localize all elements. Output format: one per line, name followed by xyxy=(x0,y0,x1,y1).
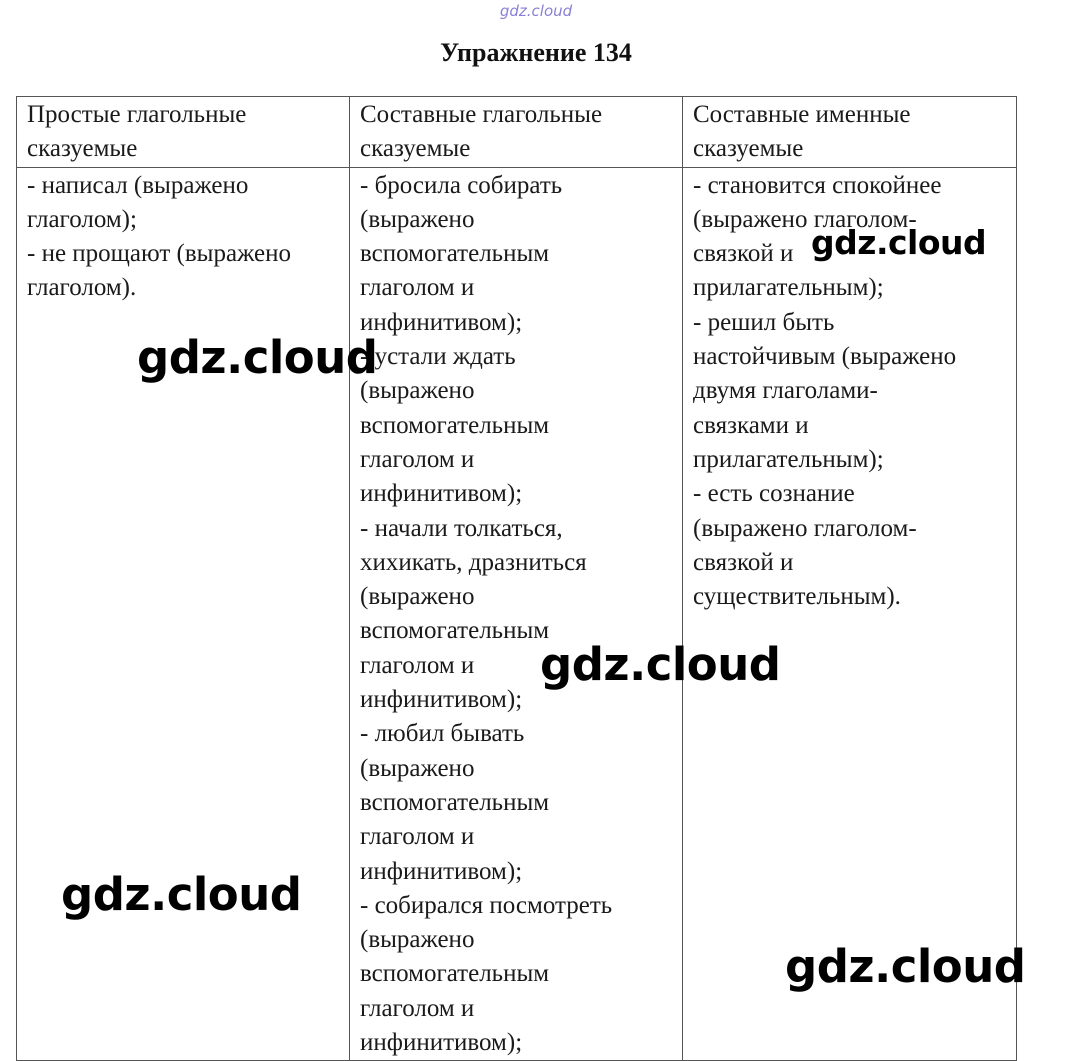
cell-line: глаголом и xyxy=(360,274,475,302)
cell-line: хихикать, дразниться xyxy=(360,548,587,576)
cell-compound-nominal xyxy=(683,167,1017,1061)
cell-line: (выражено xyxy=(360,205,475,233)
cell-line: связками и xyxy=(693,411,809,439)
header-line: Составные именные xyxy=(693,101,911,128)
cell-line: - собирался посмотреть xyxy=(360,891,613,919)
cell-line: - есть сознание xyxy=(693,480,855,508)
watermark: gdz.cloud xyxy=(811,223,987,262)
watermark: gdz.cloud xyxy=(785,940,1026,993)
cell-line: - любил бывать xyxy=(360,720,525,748)
header-line: Составные глагольные xyxy=(360,101,603,128)
cell-line: - бросила собирать xyxy=(360,171,563,199)
cell-line: (выражено xyxy=(360,926,475,954)
cell-line: - решил быть xyxy=(693,308,835,336)
watermark: gdz.cloud xyxy=(540,638,781,691)
page-title: Упражнение 134 xyxy=(440,38,632,67)
cell-line: инфинитивом); xyxy=(360,480,523,508)
cell-line: вспомогательным xyxy=(360,788,550,816)
cell-line: глаголом и xyxy=(360,823,475,851)
watermark: gdz.cloud xyxy=(61,868,302,921)
cell-line: глаголом и xyxy=(360,994,475,1022)
cell-line: глаголом). xyxy=(27,274,137,302)
cell-line: - начали толкаться, xyxy=(360,514,563,542)
cell-line: - становится спокойнее xyxy=(693,171,942,199)
cell-line: вспомогательным xyxy=(360,411,550,439)
header-line: сказуемые xyxy=(27,135,138,163)
header-compound-verbal xyxy=(350,97,683,168)
cell-compound-verbal xyxy=(350,167,683,1061)
table-header-row xyxy=(17,97,1017,168)
cell-line: настойчивым (выражено xyxy=(693,343,957,371)
cell-line: (выражено xyxy=(360,583,475,611)
header-line: сказуемые xyxy=(693,135,804,163)
cell-line: прилагательным); xyxy=(693,274,884,302)
watermark: gdz.cloud xyxy=(137,331,378,384)
cell-line: инфинитивом); xyxy=(360,308,523,336)
cell-line: (выражено xyxy=(360,754,475,782)
cell-line: - не прощают (выражено xyxy=(27,240,291,268)
cell-line: (выражено xyxy=(360,377,475,405)
cell-line: инфинитивом); xyxy=(360,686,523,714)
cell-line: связкой и xyxy=(693,548,794,576)
header-simple-verbal xyxy=(17,97,350,168)
cell-line: инфинитивом); xyxy=(360,1029,523,1057)
cell-line: прилагательным); xyxy=(693,445,884,473)
cell-line: связкой и xyxy=(693,240,794,268)
cell-line: (выражено глаголом- xyxy=(693,205,917,233)
cell-line: двумя глаголами- xyxy=(693,377,878,405)
cell-line: глаголом и xyxy=(360,445,475,473)
cell-line: вспомогательным xyxy=(360,960,550,988)
cell-line: (выражено глаголом- xyxy=(693,514,917,542)
header-line: сказуемые xyxy=(360,135,471,163)
cell-line: глаголом); xyxy=(27,205,137,233)
cell-line: глаголом и xyxy=(360,651,475,679)
cell-line: вспомогательным xyxy=(360,617,550,645)
cell-line: инфинитивом); xyxy=(360,857,523,885)
cell-line: - устали ждать xyxy=(360,343,516,371)
top-watermark: gdz.cloud xyxy=(499,2,573,20)
header-line: Простые глагольные xyxy=(27,101,247,128)
cell-line: - написал (выражено xyxy=(27,171,249,199)
cell-line: вспомогательным xyxy=(360,240,550,268)
cell-simple-verbal xyxy=(17,167,350,1061)
cell-line: существительным). xyxy=(693,583,901,611)
header-compound-nominal xyxy=(683,97,1017,168)
table-body-row xyxy=(17,167,1017,1061)
